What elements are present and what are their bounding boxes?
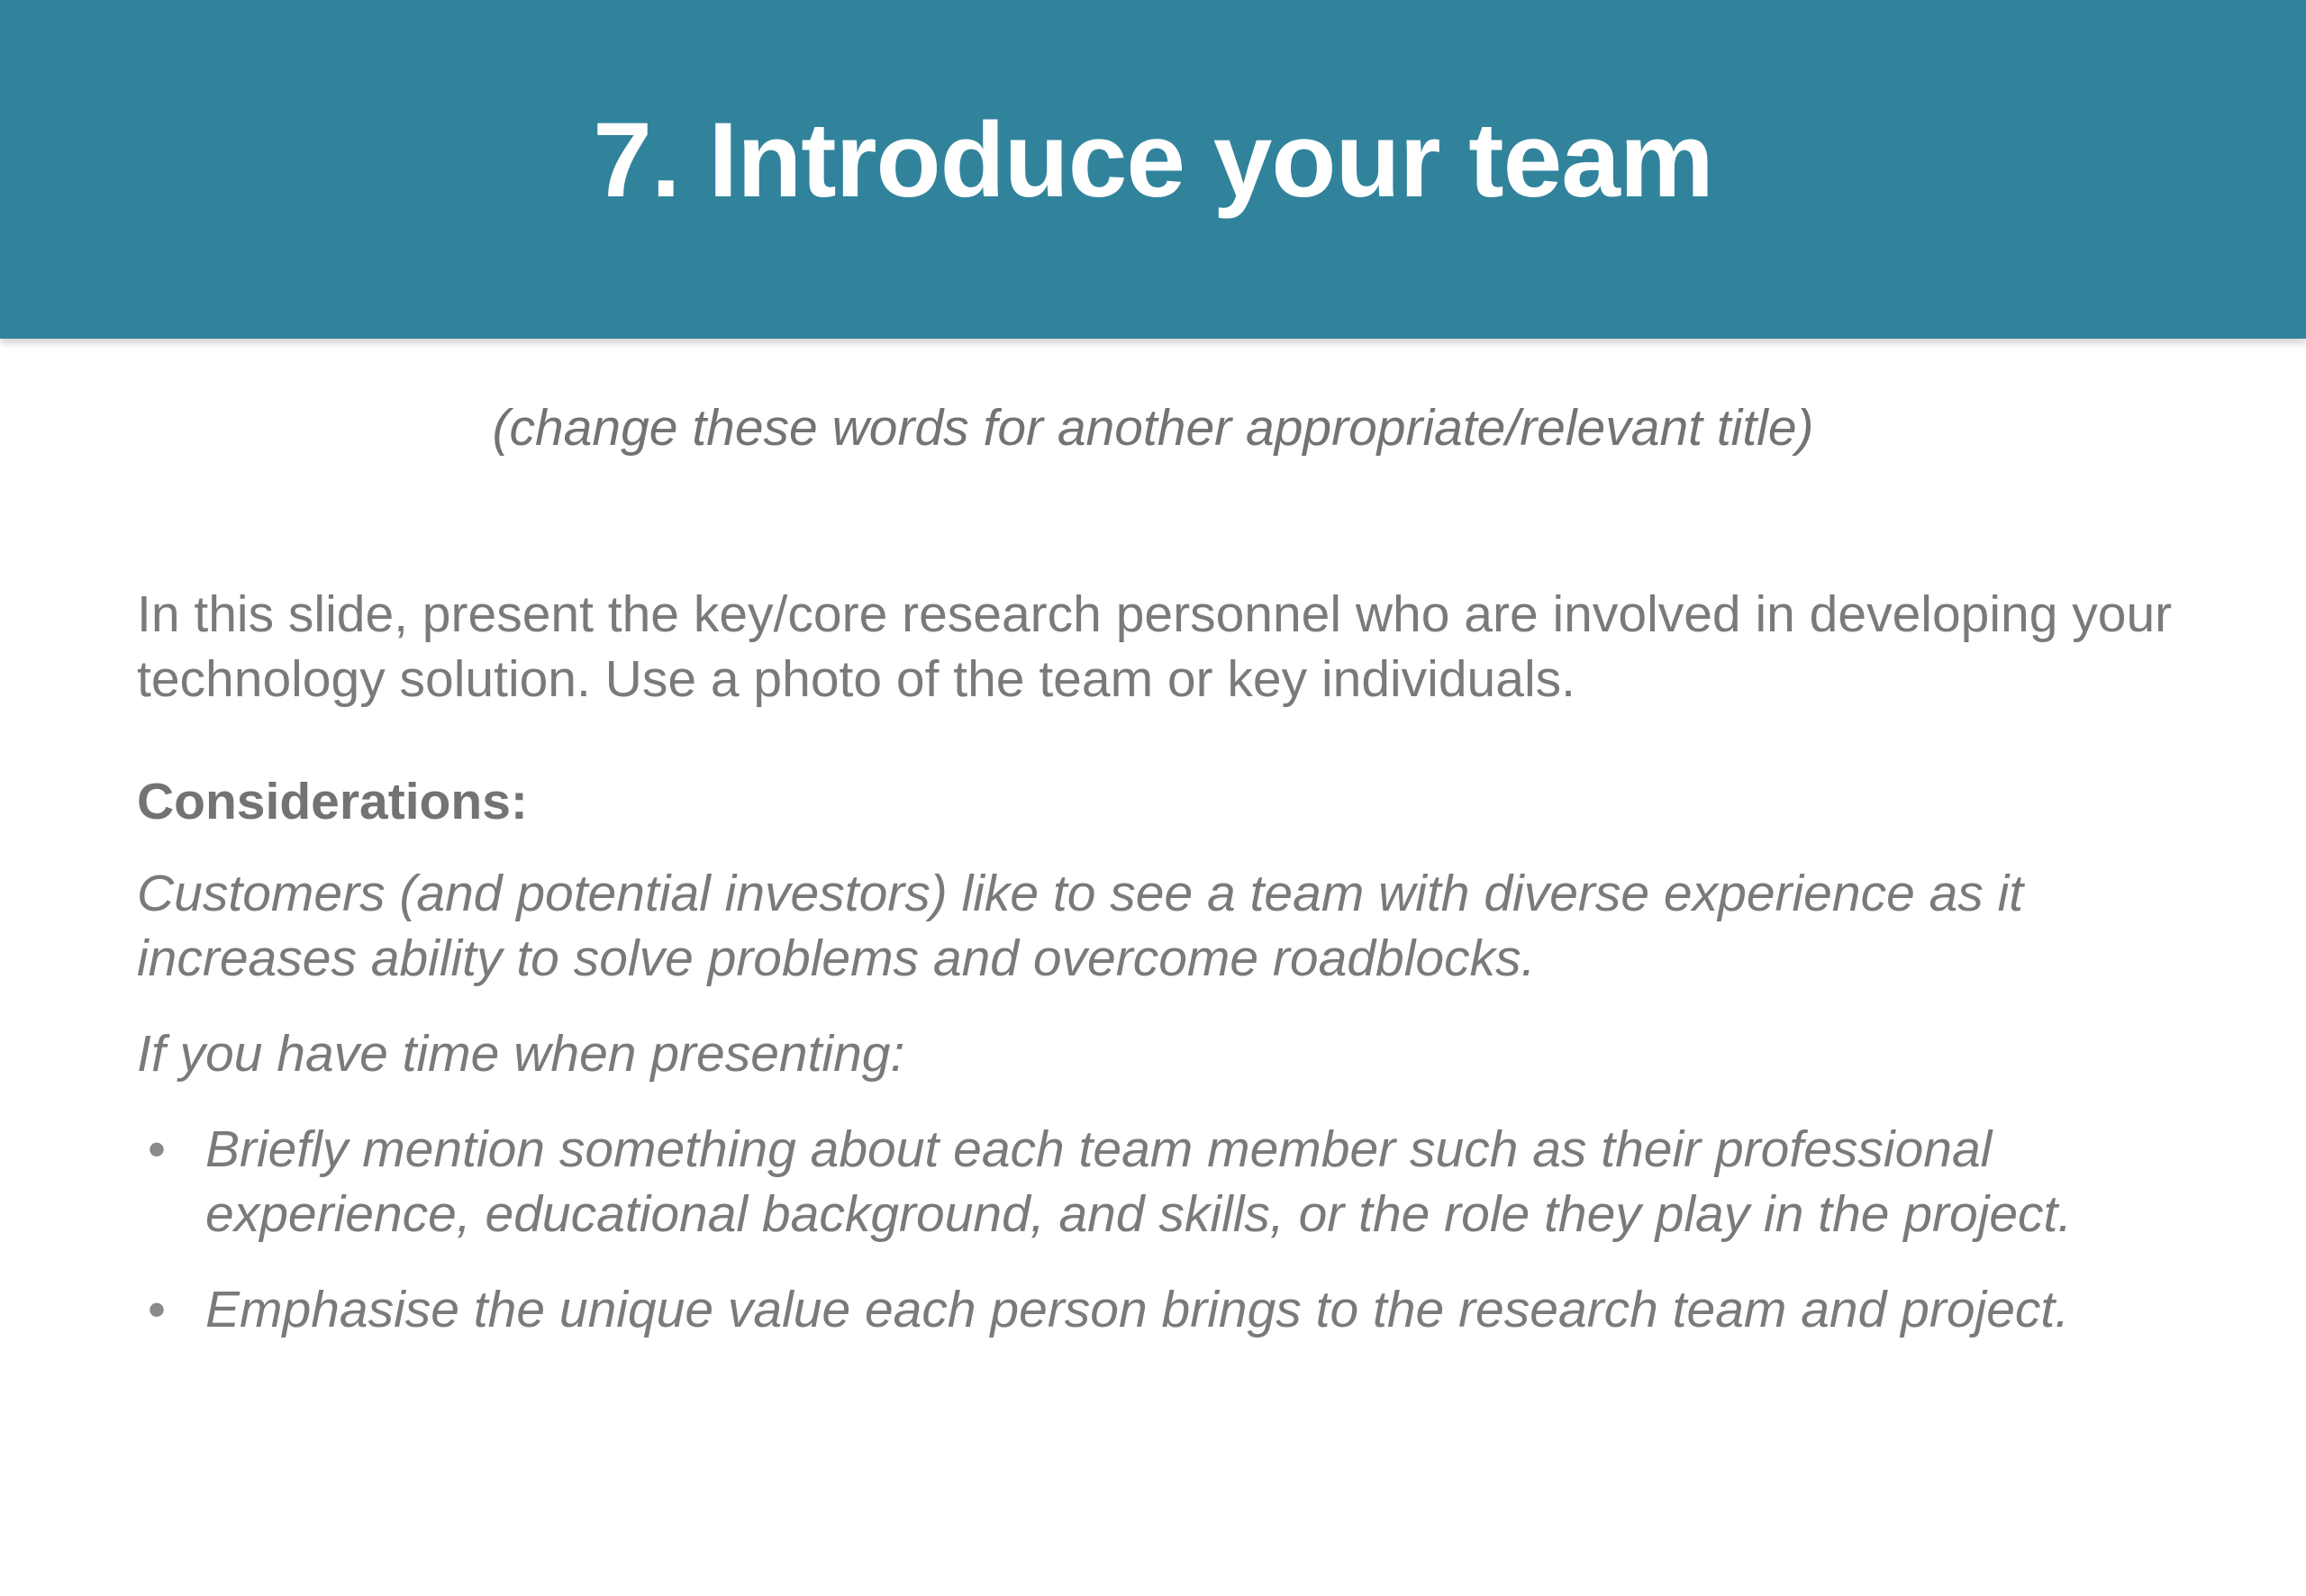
presenting-prompt: If you have time when presenting: (137, 1025, 905, 1083)
slide-subtitle: (change these words for another appropriate/relevant title) (492, 399, 1814, 457)
bullet-list (137, 1117, 2200, 1342)
bullet-text: Emphasise the unique value each person brings to the research team and project. (205, 1281, 2070, 1338)
bullet-icon: • (148, 1120, 166, 1178)
bullet-text: Briefly mention something about each team member such as their professional experience, educational background, and skills, or the role they play in the project. (205, 1120, 2073, 1243)
title-banner (0, 0, 2306, 339)
intro-paragraph: In this slide, present the key/core research personnel who are involved in developing your technology solution. Use a photo of the team or key individuals. (137, 585, 2173, 708)
bullet-item (137, 1117, 2200, 1247)
customers-paragraph: Customers (and potential investors) like to see a team with diverse experience as it increases ability to solve problems and overcome roadblocks. (137, 865, 2024, 987)
considerations-heading: Considerations: (137, 773, 528, 830)
bullet-icon: • (148, 1281, 166, 1338)
bullet-item (137, 1277, 2200, 1342)
slide-title: 7. Introduce your team (593, 101, 1713, 220)
slide-body (137, 582, 2200, 1373)
